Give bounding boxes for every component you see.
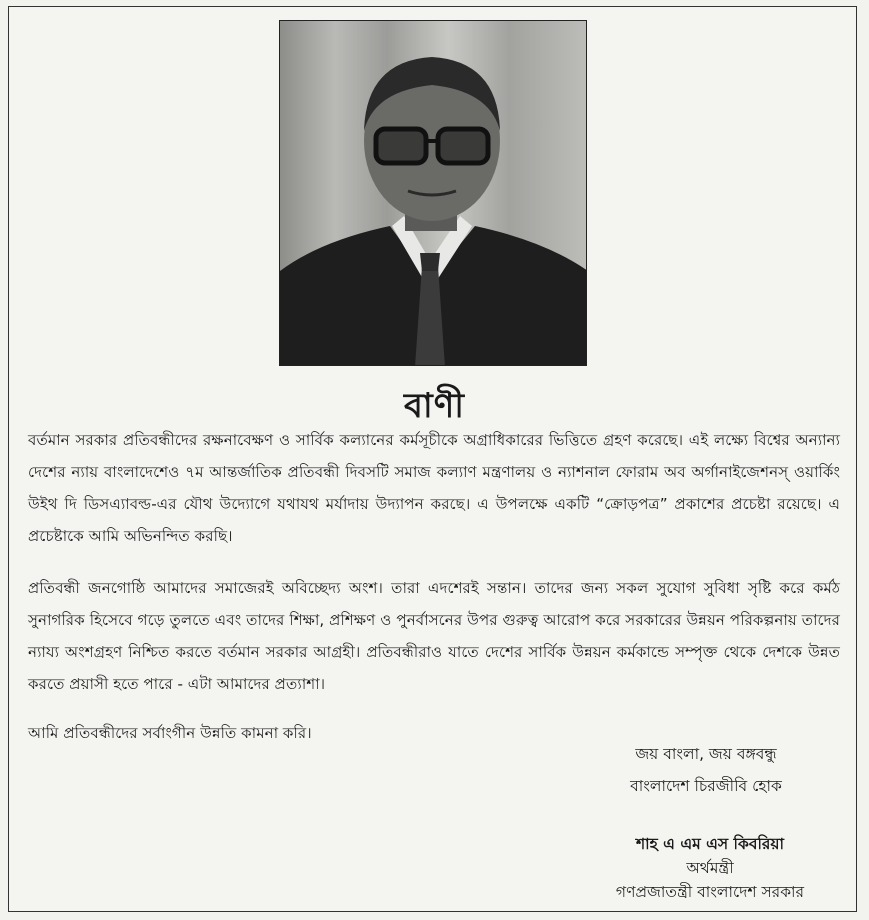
slogan-line-2: বাংলাদেশ চিরজীবি হোক [630,777,782,795]
signatory-name: শাহ এ এম এস কিবরিয়া [635,835,785,853]
signature-block [580,832,840,904]
portrait-photo [279,20,587,366]
slogan-line-1: জয় বাংলা, জয় বঙ্গবন্ধু [635,745,777,763]
page-title: বাণী [403,386,466,426]
message-paragraph-1: বর্তমান সরকার প্রতিবন্ধীদের রক্ষনাবেক্ষণ ও সার্বিক কল্যানের কর্মসূচীকে অগ্রাধিকারের ভিত্তিতে গ্রহণ করেছে। এই লক্ষ্যে বিশ্বের অন্যান্য দেশের ন্যায় বাংলাদেশেও ৭ম আন্তর্জাতিক প্রতিবন্ধী দিবসটি সমাজ কল্যাণ মন্ত্রণালয় ও ন্যাশনাল ফোরাম অব অর্গানাইজেশনস্ ওয়ার্কিং উইথ দি ডিসএ্যাবল্ড-এর যৌথ উদ্যোগে যথাযথ মর্যাদায় উদ্যাপন করছে। এ উপলক্ষে একটি “ক্রোড়পত্র” প্রকাশের প্রচেষ্টা রয়েছে। এ প্রচেষ্টাকে আমি অভিনন্দিত করছি। [28,431,840,545]
message-paragraph-2: প্রতিবন্ধী জনগোষ্ঠি আমাদের সমাজেরই অবিচ্ছেদ্য অংশ। তারা এদশেরই সন্তান। তাদের জন্য সকল সুযোগ সুবিধা সৃষ্টি করে কর্মঠ সুনাগরিক হিসেবে গড়ে তুলতে এবং তাদের শিক্ষা, প্রশিক্ষণ ও পুনর্বাসনের উপর গুরুত্ব আরোপ করে সরকারের উন্নয়ন পরিকল্পনায় তাদের ন্যায্য অংশগ্রহণ নিশ্চিত করতে বর্তমান সরকার আগ্রহী। প্রতিবন্ধীরাও যাতে দেশের সার্বিক উন্নয়ন কর্মকান্ডে সম্পৃক্ত থেকে দেশকে উন্নত করতে প্রয়াসী হতে পারে - এটা আমাদের প্রত্যাশা। [28,579,840,693]
closing-slogans [576,738,836,802]
signatory-organization: গণপ্রজাতন্ত্রী বাংলাদেশ সরকার [615,883,805,901]
signatory-title: অর্থমন্ত্রী [686,859,734,877]
message-paragraph-3: আমি প্রতিবন্ধীদের সর্বাংগীন উন্নতি কামনা করি। [28,724,312,742]
